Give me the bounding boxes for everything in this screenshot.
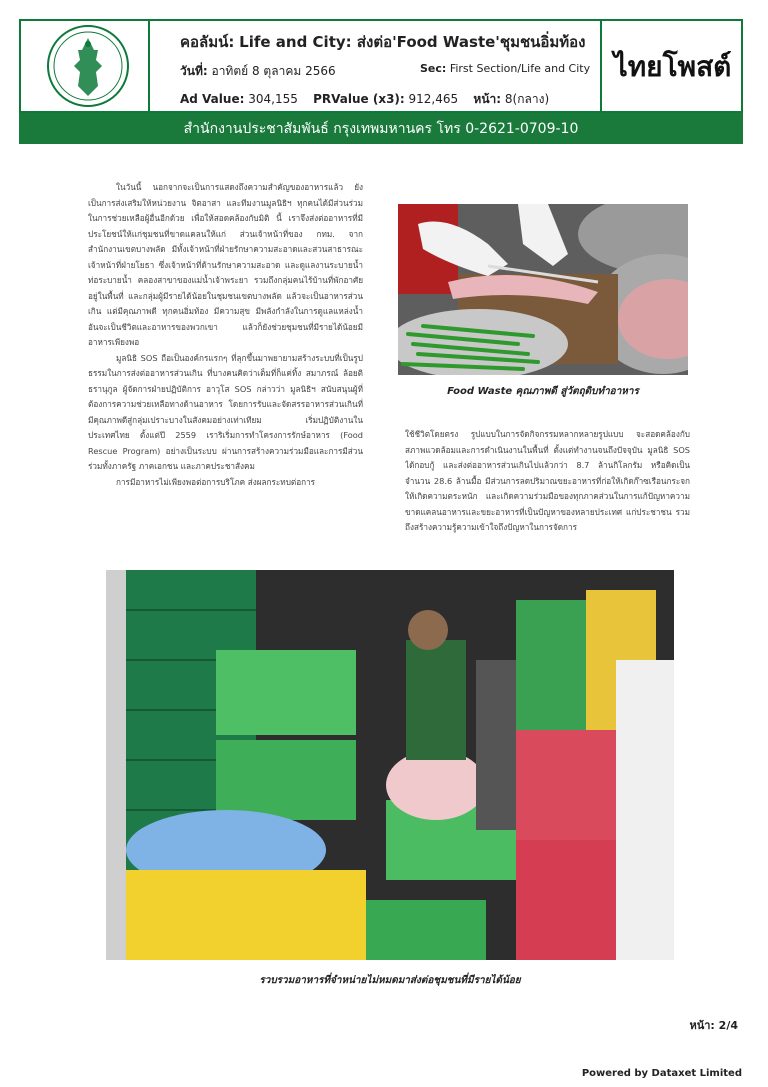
date-value: อาทิตย์ 8 ตุลาคม 2566 — [211, 64, 336, 78]
pr-value-label: PRValue (x3): — [313, 92, 405, 106]
article-right-column — [405, 427, 690, 555]
column-label: คอลัมน์: — [180, 33, 235, 51]
pr-banner: สำนักงานประชาสัมพันธ์ กรุงเทพมหานคร โทร 0-2621-0709-10 — [19, 113, 743, 144]
value-row — [180, 90, 549, 109]
page-label: หน้า: — [473, 92, 502, 106]
article-left-column — [88, 180, 363, 555]
bangkok-city-seal-icon — [20, 20, 150, 113]
article-paragraph: ในวันนี้ นอกจากจะเป็นการแสดงถึงความสำคัญของอาหารแล้ว ยังเป็นการส่งเสริมให้หน่วยงาน จิตอาสา และทีมงานมูลนิธิฯ ทุกคนได้มีส่วนร่วมในการช่วยเหลือผู้อื่นอีกด้วย เพื่อให้สอดคล้องกับมิติ นี้ เราจึงส่งต่ออาหารที่มีประโยชน์ให้แก่ชุมชนที่ขาดแคลนให้แก่ ส่วนเจ้าหน้าที่ของ กทม. จากสำนักงานเขตบางพลัด มีทั้งเจ้าหน้าที่ฝ่ายรักษาความสะอาดและสวนสาธารณะ เจ้าหน้าที่ฝ่ายโยธา ซึ่งเจ้าหน้าที่ด้านรักษาความสะอาด และดูแลงานระบายน้ำ ท่อระบายน้ำ คลองสาขาของแม่น้ำเจ้าพระยา รวมถึงกลุ่มคนไร้บ้านที่พักอาศัยอยู่ในพื้นที่ และกลุ่มผู้มีรายได้น้อยในชุมชนเขตบางพลัด แล้วจะเป็นอาหารส่วนเกิน แต่มีคุณภาพดี ทุกคนอิ่มท้อง มีความสุข มีพลังกำลังในการดูแลแหล่งน้ำ อันจะเป็นชีวิตและอาหารของพวกเขา แล้วก็ยังช่วยชุมชนที่มีรายได้น้อยมีอาหารเพียงพอ — [88, 182, 363, 347]
section-value: First Section/Life and City — [449, 62, 591, 75]
ad-value-label: Ad Value: — [180, 92, 245, 106]
header-meta — [150, 20, 602, 113]
ad-value: 304,155 — [248, 92, 298, 106]
page-number: หน้า: 2/4 — [689, 1019, 738, 1032]
date-row — [180, 62, 605, 81]
page-value: 8(กลาง) — [504, 92, 550, 106]
caption-food-prep: Food Waste คุณภาพดี สู่วัตถุดิบทำอาหาร — [447, 386, 639, 397]
food-prep-image — [398, 204, 688, 375]
powered-by: Powered by Dataxet Limited — [581, 1068, 742, 1079]
food-crates-image — [106, 570, 674, 960]
publication-logo: ไทยโพสต์ — [600, 20, 743, 113]
section-field — [420, 62, 590, 75]
section-label: Sec: — [420, 62, 447, 75]
date-label: วันที่: — [180, 64, 208, 78]
article-paragraph: มูลนิธิ SOS ถือเป็นองค์กรแรกๆ ที่ลุกขึ้นมาพยายามสร้างระบบที่เป็นรูปธรรมในการส่งต่ออาหารส่วนเกิน ที่บางคนคิดว่าเต็มที่ก็แค่ทิ้ง สมาภรณ์ ล้อยติธรานุกูล ผู้จัดการฝ่ายปฏิบัติการ อาวุโส SOS กล่าวว่า มูลนิธิฯ สนับสนุนผู้ที่ต้องการความช่วยเหลือทางด้านอาหาร โดยการรับและจัดสรรอาหารส่วนเกินที่มีคุณภาพดีสู่กลุ่มเปราะบางในสังคมอย่างเท่าเทียม เริ่มปฏิบัติงานในประเทศไทย ตั้งแต่ปี 2559 เราริเริ่มการทำโครงการรักษ์อาหาร (Food Rescue Program) อย่างเป็นระบบ ผ่านการสร้างความร่วมมือและการมีส่วนร่วมทั้งภาครัฐ ภาคเอกชน และภาคประชาสังคม — [88, 352, 363, 471]
bangkok-seal-panel — [20, 20, 150, 113]
article-paragraph: การมีอาหารไม่เพียงพอต่อการบริโภค ส่งผลกระทบต่อการ — [116, 476, 316, 487]
photo-food-prep — [398, 204, 688, 375]
article-paragraph: ใช้ชีวิตโดยตรง รูปแบบในการจัดกิจกรรมหลากหลายรูปแบบ จะสอดคล้องกับสภาพแวดล้อมและการดำเนินงานในพื้นที่ ตั้งแต่ทำงานจนถึงปัจจุบัน มูลนิธิ SOS ได้กอบกู้ และส่งต่ออาหารส่วนเกินไปแล้วกว่า 8.7 ล้านกิโลกรัม หรือคิดเป็นจำนวน 28.6 ล้านมื้อ มีส่วนการลดปริมาณขยะอาหารที่ก่อให้เกิดก๊าซเรือนกระจก ให้เกิดความตระหนัก และเกิดความร่วมมือของทุกภาคส่วนในการแก้ปัญหาความขาดแคลนอาหารและขยะอาหารที่เป็นปัญหาของหลายประเทศ แก่ประชาชน รวมถึงสร้างความรู้ความเข้าใจถึงปัญหาในการจัดการ — [405, 429, 690, 532]
pr-value: 912,465 — [408, 92, 459, 106]
column-row — [180, 30, 586, 54]
column-title: Life and City: ส่งต่อ'Food Waste'ชุมชนอิ่มท้อง — [239, 33, 586, 51]
photo-food-crates — [106, 570, 674, 960]
caption-food-crates: รวบรวมอาหารที่จำหน่ายไม่หมดมาส่งต่อชุมชนที่มีรายได้น้อย — [259, 975, 521, 986]
